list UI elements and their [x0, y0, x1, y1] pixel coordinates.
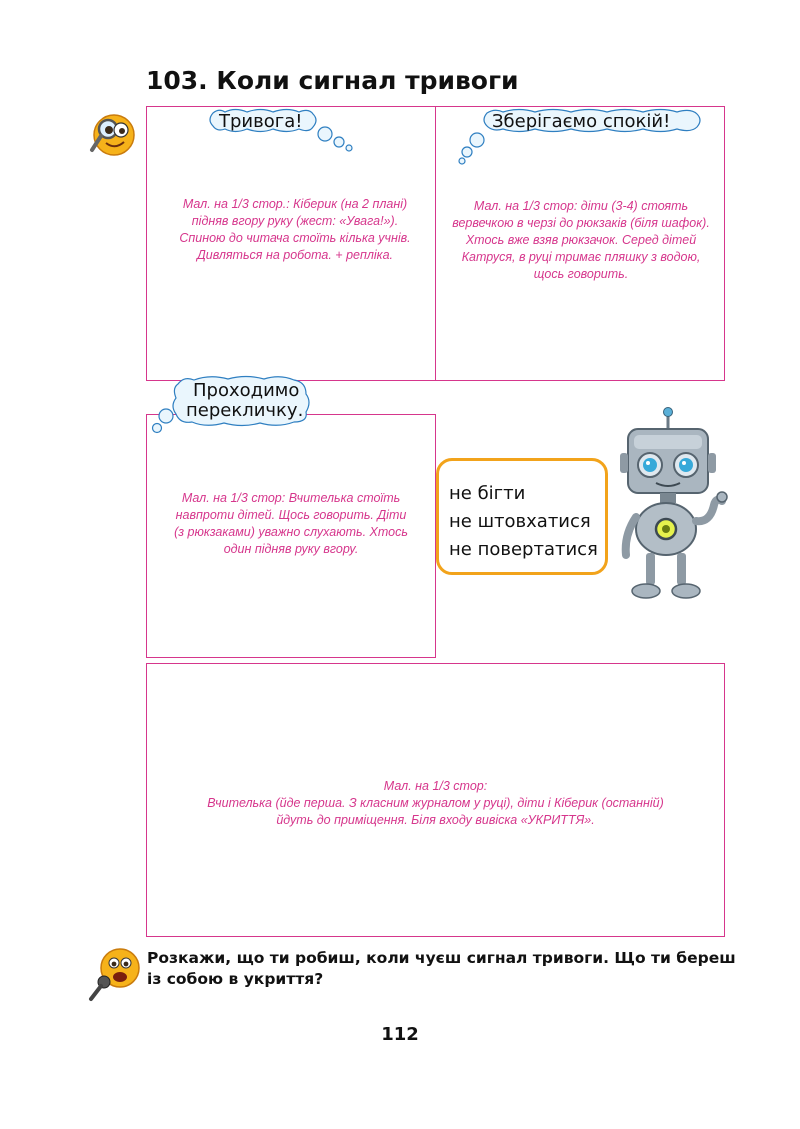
- question-text: Розкажи, що ти робиш, коли чуєш сигнал тривоги. Що ти береш із собою в укриття?: [147, 949, 736, 988]
- robot-illustration: [606, 405, 728, 605]
- panel-4-note-line-2: Вчителька (йде перша. З класним журналом у руці), діти і Кіберик (останній): [207, 796, 664, 810]
- rule-1: не бігти: [449, 483, 526, 504]
- page-title: 103. Коли сигнал тривоги: [146, 66, 519, 95]
- panel-4-note-line-1: Мал. на 1/3 стор:: [383, 779, 488, 793]
- rule-3: не повертатися: [449, 539, 598, 560]
- panel-3-note: Мал. на 1/3 стор: Вчителька стоїть навпроти дітей. Щось говорить. Діти (з рюкзаками) уважно слухають. Хтось один підняв руку вгору.: [174, 491, 408, 556]
- bubble-3-line-2: перекличку.: [186, 400, 304, 421]
- panel-2-note: Мал. на 1/3 стор: діти (3-4) стоять вервечкою в черзі до рюкзаків (біля шафок). Хтось вже взяв рюкзачок. Серед дітей Катруся, в руці тримає пляшку з водою, щось говорить.: [452, 199, 710, 281]
- magnifier-emoji-icon: [88, 110, 140, 160]
- bubble-2-text: Зберігаємо спокій!: [492, 111, 671, 132]
- rules-box: [436, 458, 608, 575]
- rule-2: не штовхатися: [449, 511, 591, 532]
- panel-4-note-line-3: йдуть до приміщення. Біля входу вивіска «УКРИТТЯ».: [276, 813, 595, 827]
- page-number: 112: [381, 1024, 419, 1045]
- panel-1-note: Мал. на 1/3 стор.: Кіберик (на 2 плані) підняв вгору руку (жест: «Увага!»). Спиною до читача стоїть кілька учнів. Дивляться на робота. + репліка.: [179, 197, 411, 262]
- bubble-1-text: Тривога!: [219, 111, 303, 132]
- bubble-3-line-1: Проходимо: [193, 380, 300, 401]
- microphone-emoji-icon: [88, 946, 144, 1002]
